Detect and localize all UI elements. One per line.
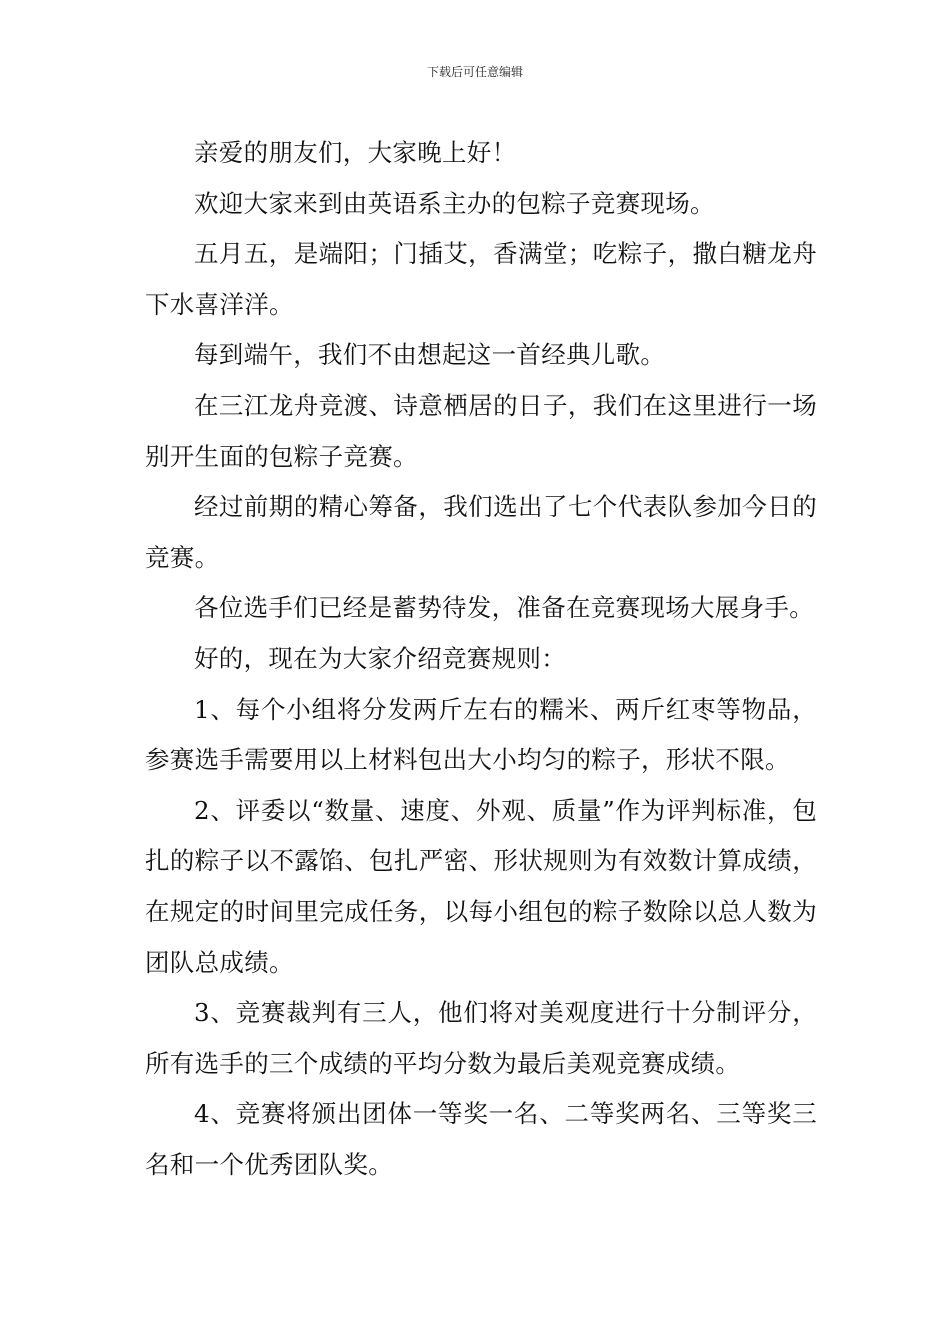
paragraph-rule-2: 2、评委以“数量、速度、外观、质量”作为评判标准，包扎的粽子以不露馅、包扎严密、形状规则为有效数计算成绩，在规定的时间里完成任务，以每小组包的粽子数除以总人数为团队总成绩。 [145, 795, 817, 977]
paragraph-contestants: 各位选手们已经是蓄势待发，准备在竞赛现场大展身手。 [194, 593, 814, 623]
paragraph-greeting: 亲爱的朋友们，大家晚上好！ [194, 138, 517, 167]
paragraph-teams: 经过前期的精心筹备，我们选出了七个代表队参加今日的竞赛。 [145, 492, 817, 572]
paragraph-rule-3: 3、竞赛裁判有三人，他们将对美观度进行十分制评分，所有选手的三个成绩的平均分数为最后美观竞赛成绩。 [145, 998, 817, 1078]
paragraph-welcome: 欢迎大家来到由英语系主办的包粽子竞赛现场。 [194, 188, 715, 218]
paragraph-rule-4: 4、竞赛将颁出团体一等奖一名、二等奖两名、三等奖三名和一个优秀团队奖。 [145, 1099, 817, 1179]
paragraph-rule-1: 1、每个小组将分发两斤左右的糯米、两斤红枣等物品，参赛选手需要用以上材料包出大小均匀的粽子，形状不限。 [145, 694, 817, 775]
paragraph-rules-intro: 好的，现在为大家介绍竞赛规则： [194, 643, 566, 673]
paragraph-nursery-rhyme: 五月五，是端阳；门插艾，香满堂；吃粽子，撒白糖龙舟下水喜洋洋。 [145, 239, 817, 319]
paragraph-occasion: 在三江龙舟竞渡、诗意栖居的日子，我们在这里进行一场别开生面的包粽子竞赛。 [145, 390, 817, 471]
page-header: 下载后可任意编辑 [426, 65, 523, 79]
document-body [145, 128, 817, 1190]
paragraph-rhyme-intro: 每到端午，我们不由想起这一首经典儿歌。 [194, 340, 666, 370]
